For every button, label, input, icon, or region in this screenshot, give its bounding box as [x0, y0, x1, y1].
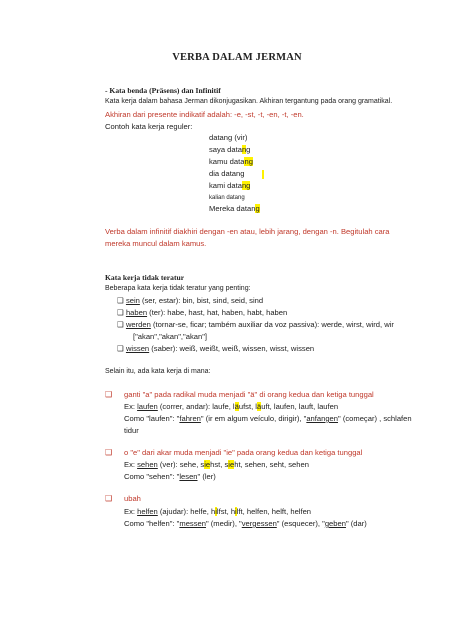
highlight-marker [262, 170, 264, 179]
conj-row-5: kalian datang [209, 195, 245, 201]
rule1-title: ganti "a" pada radikal muda menjadi "ä" di orang kedua dan ketiga tunggal [124, 390, 374, 399]
rule1-como: Como "laufen": "fahren" (ir em algum veículo, dirigir), "anfangen" (começar) , schlafen [124, 414, 412, 423]
intro-text: Kata kerja dalam bahasa Jerman dikonjugasikan. Akhiran tergantung pada orang gramatikal. [105, 98, 393, 105]
conj-row-6: Mereka datang [209, 204, 260, 213]
example-label: Contoh kata kerja reguler: [105, 122, 193, 131]
rule1-como-line2: tidur [124, 426, 139, 435]
irregular-item-sein: ❑ sein (ser, estar): bin, bist, sind, seid, sind [117, 296, 264, 305]
section-heading-present: - Kata benda (Präsens) dan Infinitif [105, 86, 221, 95]
conj-row-2: kamu datang [209, 157, 253, 166]
conj-infinitive: datang (vir) [209, 133, 248, 142]
conj-row-4: kami datang [209, 181, 251, 190]
werden-continuation: ["akan","akan","akan"] [133, 332, 208, 341]
conj-row-3: dia datang [209, 169, 245, 178]
rule1-example: Ex: laufen (correr, andar): laufe, läufst, läuft, laufen, lauft, laufen [124, 402, 339, 411]
section-heading-irregular: Kata kerja tidak teratur [105, 273, 185, 282]
rule3-bullet: ❑ [105, 494, 113, 503]
rule3-example: Ex: helfen (ajudar): helfe, hilfst, hilft, helfen, helft, helfen [124, 507, 312, 516]
stem-change-intro: Selain itu, ada kata kerja di mana: [105, 368, 211, 375]
rule3-como: Como "helfen": "messen" (medir), "vergessen" (esquecer), "geben" (dar) [124, 519, 367, 528]
irregular-item-haben: ❑ haben (ter): habe, hast, hat, haben, habt, haben [117, 308, 288, 317]
rule1-bullet: ❑ [105, 390, 113, 399]
rule2-title: o "e" dari akar muda menjadi "ie" pada orang kedua dan ketiga tunggal [124, 448, 363, 457]
irregular-intro: Beberapa kata kerja tidak teratur yang penting: [105, 285, 251, 292]
rule3-title: ubah [124, 494, 141, 503]
infinitive-note: Verba dalam infinitif diakhiri dengan -en atau, lebih jarang, dengan -n. Begitulah cara mereka muncul dalam kamus. [105, 227, 390, 248]
rule2-bullet: ❑ [105, 448, 113, 457]
rule2-como: Como "sehen": "lesen" (ler) [124, 472, 216, 481]
document-title: VERBA DALAM JERMAN [172, 52, 302, 63]
rule2-example: Ex: sehen (ver): sehe, siehst, sieht, sehen, seht, sehen [124, 460, 309, 469]
irregular-item-werden: ❑ werden (tornar-se, ficar; também auxiliar da voz passiva): werde, wirst, wird, wir [117, 320, 394, 329]
conj-row-1: saya datang [209, 145, 251, 154]
endings-text: Akhiran dari presente indikatif adalah: -e, -st, -t, -en, -t, -en. [105, 110, 304, 119]
irregular-item-wissen: ❑ wissen (saber): weiß, weißt, weiß, wissen, wisst, wissen [117, 344, 315, 353]
